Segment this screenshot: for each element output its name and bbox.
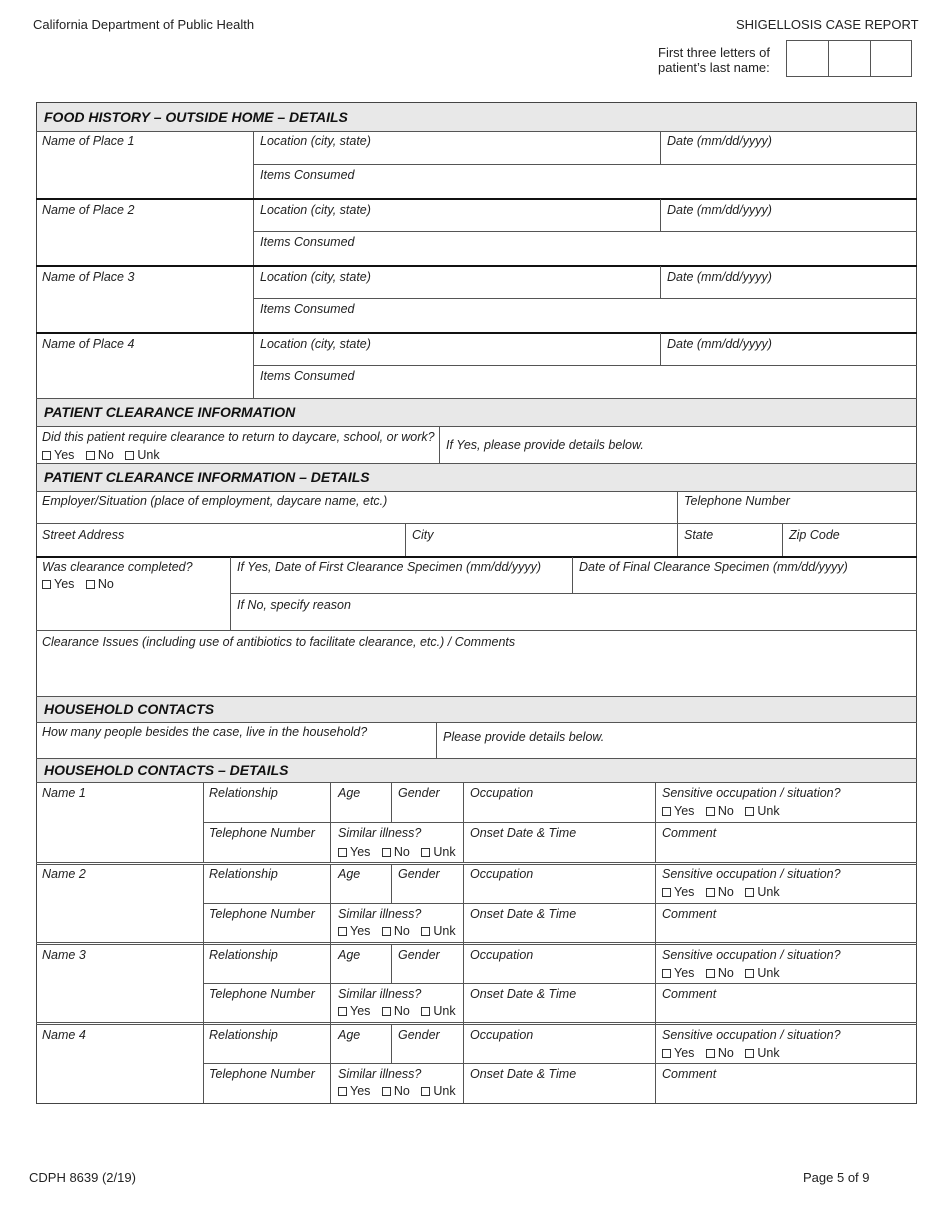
contact-1-onset-field[interactable]: Onset Date & Time: [470, 826, 577, 840]
contact-3-sensitive-yes-checkbox[interactable]: Yes: [662, 966, 694, 980]
contact-2-sensitive-yes-checkbox[interactable]: Yes: [662, 885, 694, 899]
contact-1-similar-options: [338, 845, 456, 859]
place-2-location-field[interactable]: Location (city, state): [260, 203, 371, 217]
clearance-completed-options: [42, 577, 122, 591]
place-3-name-field[interactable]: Name of Place 3: [42, 270, 135, 284]
no-reason-field[interactable]: If No, specify reason: [237, 598, 351, 612]
contact-4-similar-options: [338, 1084, 456, 1098]
contact-4-occupation-field[interactable]: Occupation: [470, 1028, 534, 1042]
contact-3-similar-options: [338, 1004, 456, 1018]
contact-4-age-field[interactable]: Age: [338, 1028, 361, 1042]
contact-2-relationship-field[interactable]: Relationship: [209, 867, 278, 881]
contact-2-sensitive-options: [662, 885, 788, 899]
contact-1-similar-no-checkbox[interactable]: No: [382, 845, 410, 859]
contact-2-onset-field[interactable]: Onset Date & Time: [470, 907, 577, 921]
place-4-date-field[interactable]: Date (mm/dd/yyyy): [667, 337, 772, 351]
food-history-header: FOOD HISTORY – OUTSIDE HOME – DETAILS: [37, 103, 916, 131]
contact-1-sensitive-yes-checkbox[interactable]: Yes: [662, 804, 694, 818]
place-1-date-field[interactable]: Date (mm/dd/yyyy): [667, 134, 772, 148]
zip-code-field[interactable]: Zip Code: [789, 528, 840, 542]
contact-2-similar-question: Similar illness?: [338, 907, 422, 921]
clearance-header: PATIENT CLEARANCE INFORMATION: [37, 399, 916, 426]
contact-1-name-field[interactable]: Name 1: [42, 786, 86, 800]
place-3-items-field[interactable]: Items Consumed: [260, 302, 355, 316]
clearance-completed-question: Was clearance completed?: [42, 560, 193, 574]
contact-2-similar-options: [338, 924, 456, 938]
contact-2-telephone-field[interactable]: Telephone Number: [209, 907, 315, 921]
contact-1-sensitive-question: Sensitive occupation / situation?: [662, 786, 841, 800]
contact-4-comment-field[interactable]: Comment: [662, 1067, 717, 1081]
place-4-items-field[interactable]: Items Consumed: [260, 369, 355, 383]
contact-1-gender-field[interactable]: Gender: [398, 786, 440, 800]
org-name: California Department of Public Health: [33, 17, 255, 32]
contact-2-comment-field[interactable]: Comment: [662, 907, 717, 921]
contact-4-similar-yes-checkbox[interactable]: Yes: [338, 1084, 370, 1098]
contact-3-similar-unk-checkbox[interactable]: Unk: [421, 1004, 455, 1018]
first-specimen-date-field[interactable]: If Yes, Date of First Clearance Specimen (mm/dd/yyyy): [237, 560, 542, 574]
contact-3-gender-field[interactable]: Gender: [398, 948, 440, 962]
clearance-unk-checkbox[interactable]: Unk: [125, 448, 159, 462]
place-3-date-field[interactable]: Date (mm/dd/yyyy): [667, 270, 772, 284]
contact-3-name-field[interactable]: Name 3: [42, 948, 86, 962]
contact-4-name-field[interactable]: Name 4: [42, 1028, 86, 1042]
contact-1-telephone-field[interactable]: Telephone Number: [209, 826, 315, 840]
contact-4-gender-field[interactable]: Gender: [398, 1028, 440, 1042]
initials-label: First three letters of patient’s last name:: [658, 45, 770, 75]
contact-3-comment-field[interactable]: Comment: [662, 987, 717, 1001]
contact-4-relationship-field[interactable]: Relationship: [209, 1028, 278, 1042]
contact-2-occupation-field[interactable]: Occupation: [470, 867, 534, 881]
contact-2-name-field[interactable]: Name 2: [42, 867, 86, 881]
clearance-options: [42, 448, 168, 462]
clearance-details-header: PATIENT CLEARANCE INFORMATION – DETAILS: [37, 464, 916, 491]
place-4-name-field[interactable]: Name of Place 4: [42, 337, 135, 351]
completed-yes-checkbox[interactable]: Yes: [42, 577, 74, 591]
contact-2-sensitive-no-checkbox[interactable]: No: [706, 885, 734, 899]
contact-3-age-field[interactable]: Age: [338, 948, 361, 962]
contact-1-relationship-field[interactable]: Relationship: [209, 786, 278, 800]
household-count-question[interactable]: How many people besides the case, live in the household?: [42, 725, 368, 739]
contact-1-similar-yes-checkbox[interactable]: Yes: [338, 845, 370, 859]
clearance-yes-checkbox[interactable]: Yes: [42, 448, 74, 462]
contact-3-similar-no-checkbox[interactable]: No: [382, 1004, 410, 1018]
contact-2-similar-yes-checkbox[interactable]: Yes: [338, 924, 370, 938]
form-id: CDPH 8639 (2/19): [29, 1170, 136, 1185]
place-4-location-field[interactable]: Location (city, state): [260, 337, 371, 351]
completed-no-checkbox[interactable]: No: [86, 577, 114, 591]
contact-3-similar-yes-checkbox[interactable]: Yes: [338, 1004, 370, 1018]
contact-1-sensitive-no-checkbox[interactable]: No: [706, 804, 734, 818]
household-header: HOUSEHOLD CONTACTS: [37, 697, 916, 722]
contact-1-comment-field[interactable]: Comment: [662, 826, 717, 840]
contact-3-sensitive-question: Sensitive occupation / situation?: [662, 948, 841, 962]
contact-4-sensitive-question: Sensitive occupation / situation?: [662, 1028, 841, 1042]
contact-4-similar-no-checkbox[interactable]: No: [382, 1084, 410, 1098]
contact-3-sensitive-options: [662, 966, 788, 980]
contact-4-onset-field[interactable]: Onset Date & Time: [470, 1067, 577, 1081]
contact-4-sensitive-unk-checkbox[interactable]: Unk: [745, 1046, 779, 1060]
initials-boxes: [786, 40, 912, 77]
contact-1-similar-question: Similar illness?: [338, 826, 422, 840]
place-2-name-field[interactable]: Name of Place 2: [42, 203, 135, 217]
contact-3-relationship-field[interactable]: Relationship: [209, 948, 278, 962]
contact-4-telephone-field[interactable]: Telephone Number: [209, 1067, 315, 1081]
contact-3-similar-question: Similar illness?: [338, 987, 422, 1001]
initial-letter-1[interactable]: [787, 41, 829, 76]
contact-2-age-field[interactable]: Age: [338, 867, 361, 881]
employer-telephone-field[interactable]: Telephone Number: [684, 494, 790, 508]
contact-2-gender-field[interactable]: Gender: [398, 867, 440, 881]
contact-4-sensitive-yes-checkbox[interactable]: Yes: [662, 1046, 694, 1060]
contact-2-sensitive-question: Sensitive occupation / situation?: [662, 867, 841, 881]
contact-3-occupation-field[interactable]: Occupation: [470, 948, 534, 962]
contact-1-occupation-field[interactable]: Occupation: [470, 786, 534, 800]
contact-4-sensitive-no-checkbox[interactable]: No: [706, 1046, 734, 1060]
clearance-note: If Yes, please provide details below.: [446, 438, 644, 452]
place-2-items-field[interactable]: Items Consumed: [260, 235, 355, 249]
initial-letter-3[interactable]: [870, 41, 911, 76]
place-2-date-field[interactable]: Date (mm/dd/yyyy): [667, 203, 772, 217]
contact-1-sensitive-options: [662, 804, 788, 818]
contact-3-sensitive-no-checkbox[interactable]: No: [706, 966, 734, 980]
final-specimen-date-field[interactable]: Date of Final Clearance Specimen (mm/dd/yyyy): [579, 560, 848, 574]
contact-4-similar-unk-checkbox[interactable]: Unk: [421, 1084, 455, 1098]
contact-3-telephone-field[interactable]: Telephone Number: [209, 987, 315, 1001]
place-1-location-field[interactable]: Location (city, state): [260, 134, 371, 148]
place-3-location-field[interactable]: Location (city, state): [260, 270, 371, 284]
household-details-header: HOUSEHOLD CONTACTS – DETAILS: [37, 759, 916, 782]
place-1-items-field[interactable]: Items Consumed: [260, 168, 355, 182]
contact-3-sensitive-unk-checkbox[interactable]: Unk: [745, 966, 779, 980]
contact-4-sensitive-options: [662, 1046, 788, 1060]
place-1-name-field[interactable]: Name of Place 1: [42, 134, 135, 148]
clearance-no-checkbox[interactable]: No: [86, 448, 114, 462]
initial-letter-2[interactable]: [828, 41, 871, 76]
household-note: Please provide details below.: [443, 730, 605, 744]
contact-2-similar-no-checkbox[interactable]: No: [382, 924, 410, 938]
street-address-field[interactable]: Street Address: [42, 528, 125, 542]
contact-1-age-field[interactable]: Age: [338, 786, 361, 800]
employer-field[interactable]: Employer/Situation (place of employment, daycare name, etc.): [42, 494, 388, 508]
page-number: Page 5 of 9: [803, 1170, 870, 1185]
state-field[interactable]: State: [684, 528, 714, 542]
clearance-issues-field[interactable]: Clearance Issues (including use of antibiotics to facilitate clearance, etc.) / Comments: [42, 635, 516, 649]
contact-1-sensitive-unk-checkbox[interactable]: Unk: [745, 804, 779, 818]
contact-1-similar-unk-checkbox[interactable]: Unk: [421, 845, 455, 859]
contact-2-similar-unk-checkbox[interactable]: Unk: [421, 924, 455, 938]
city-field[interactable]: City: [412, 528, 434, 542]
contact-3-onset-field[interactable]: Onset Date & Time: [470, 987, 577, 1001]
contact-4-similar-question: Similar illness?: [338, 1067, 422, 1081]
contact-2-sensitive-unk-checkbox[interactable]: Unk: [745, 885, 779, 899]
report-title: SHIGELLOSIS CASE REPORT: [736, 17, 919, 32]
clearance-question: Did this patient require clearance to return to daycare, school, or work?: [42, 430, 435, 444]
